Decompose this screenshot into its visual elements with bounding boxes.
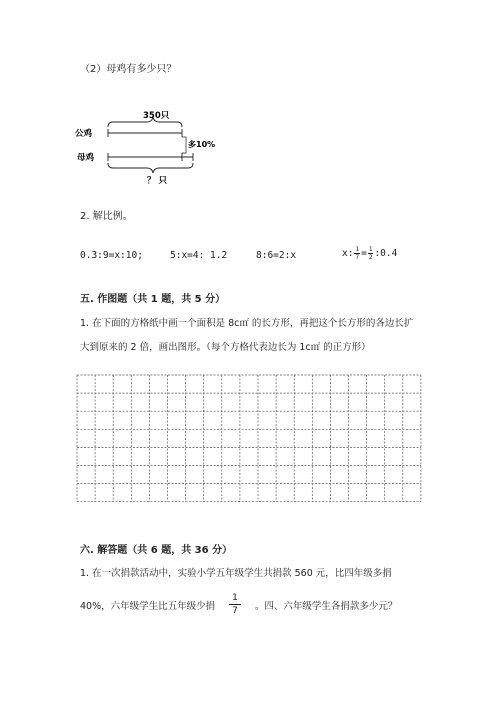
rooster-label: 公鸡 (75, 129, 93, 139)
more-label: 多10% (188, 140, 216, 149)
section-5-q1-line1: 1. 在下面的方格纸中画一个面积是 8c㎡ 的长方形，再把这个长方形的各边长扩 (80, 318, 414, 329)
fraction-one-seventh: $\frac{1}{7}$ (355, 246, 360, 261)
equation-4: x: $\frac{1}{7}$ = $\frac{1}{2}$ :0.4 (342, 246, 398, 261)
ratio-section-title: 2. 解比例。 (80, 211, 133, 222)
fraction-one-seventh-large: $\frac{1}{7}$ (229, 592, 241, 617)
section-6-title: 六. 解答题（共 6 题，共 36 分） (80, 545, 233, 556)
equation-1: 0.3:9=x:10; (80, 250, 143, 261)
equation-2: 5:x=4: 1.2 (170, 250, 228, 261)
hen-label: 母鸡 (77, 153, 95, 163)
section-6-q1-line1: 1. 在一次捐款活动中，实验小学五年级学生共捐款 560 元，比四年级多捐 (80, 568, 392, 579)
bottom-brace (108, 163, 193, 173)
section-6-q1-line2: 40%，六年级学生比五年级少捐 $\frac{1}{7}$ 。四、六年级学生各捐款多少元？ (80, 593, 398, 616)
square-grid[interactable] (76, 374, 422, 514)
equation-3: 8:6=2:x (256, 250, 297, 261)
segment-diagram (75, 108, 255, 188)
section-5-title: 五. 作图题（共 1 题，共 5 分） (80, 294, 226, 305)
bottom-brace-label: ？ 只 (147, 176, 167, 186)
question-2-label: （2）母鸡有多少只？ (80, 64, 177, 75)
top-brace-label: 350只 (143, 111, 170, 121)
fraction-one-half: $\frac{1}{2}$ (368, 246, 373, 261)
section-5-q1-line2: 大到原来的 2 倍，画出图形。（每个方格代表边长为 1c㎡ 的正方形） (80, 342, 371, 353)
